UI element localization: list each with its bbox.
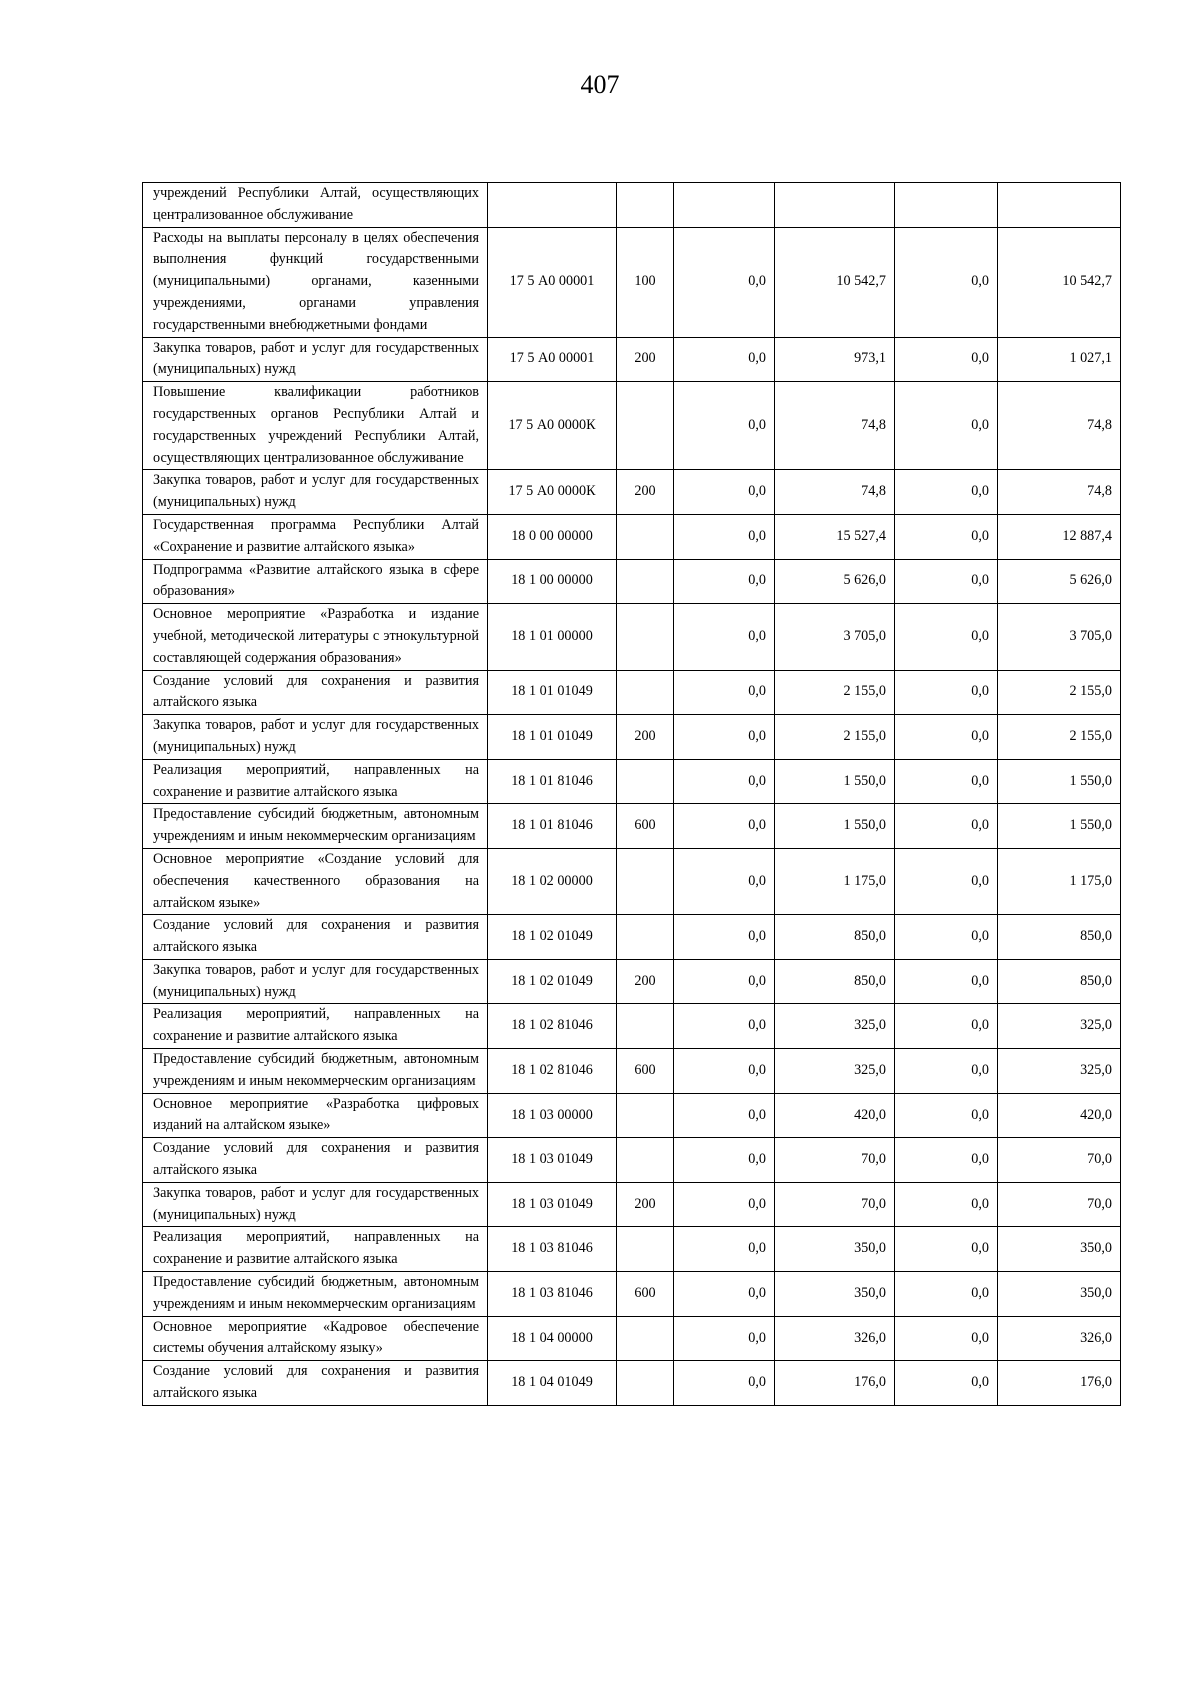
amount-cell-3: 0,0	[895, 382, 998, 470]
table-row	[143, 1138, 1121, 1183]
table-row	[143, 1049, 1121, 1094]
target-article-code-cell: 18 1 02 01049	[488, 915, 617, 960]
amount-cell-4: 850,0	[998, 959, 1121, 1004]
expense-type-code-cell	[617, 183, 674, 228]
table-row	[143, 715, 1121, 760]
amount-cell-1: 0,0	[674, 470, 775, 515]
table-row	[143, 514, 1121, 559]
amount-cell-2: 420,0	[775, 1093, 895, 1138]
expense-type-code-cell	[617, 1093, 674, 1138]
amount-cell-1: 0,0	[674, 382, 775, 470]
amount-cell-4: 2 155,0	[998, 670, 1121, 715]
expense-type-code-cell	[617, 915, 674, 960]
amount-cell-3: 0,0	[895, 514, 998, 559]
expense-type-code-cell	[617, 604, 674, 670]
target-article-code-cell: 17 5 А0 0000К	[488, 470, 617, 515]
amount-cell-3: 0,0	[895, 670, 998, 715]
amount-cell-4: 74,8	[998, 470, 1121, 515]
expense-type-code-cell	[617, 670, 674, 715]
amount-cell-1: 0,0	[674, 1272, 775, 1317]
amount-cell-3: 0,0	[895, 470, 998, 515]
expense-type-code-cell: 600	[617, 1049, 674, 1094]
target-article-code-cell: 18 1 02 81046	[488, 1004, 617, 1049]
amount-cell-1: 0,0	[674, 715, 775, 760]
amount-cell-2: 850,0	[775, 959, 895, 1004]
amount-cell-1: 0,0	[674, 759, 775, 804]
amount-cell-4: 12 887,4	[998, 514, 1121, 559]
amount-cell-1: 0,0	[674, 1182, 775, 1227]
amount-cell-2: 5 626,0	[775, 559, 895, 604]
amount-cell-4: 70,0	[998, 1138, 1121, 1183]
amount-cell-1: 0,0	[674, 1316, 775, 1361]
table-row	[143, 1227, 1121, 1272]
table-row	[143, 804, 1121, 849]
expense-type-code-cell	[617, 1361, 674, 1406]
expense-name-cell: Создание условий для сохранения и развития алтайского языка	[143, 1361, 488, 1406]
amount-cell-3: 0,0	[895, 759, 998, 804]
expense-type-code-cell	[617, 514, 674, 559]
amount-cell-1: 0,0	[674, 804, 775, 849]
expense-name-cell: Предоставление субсидий бюджетным, автономным учреждениям и иным некоммерческим организациям	[143, 1272, 488, 1317]
expense-name-cell: Закупка товаров, работ и услуг для государственных (муниципальных) нужд	[143, 1182, 488, 1227]
amount-cell-2: 350,0	[775, 1227, 895, 1272]
expense-type-code-cell	[617, 1316, 674, 1361]
expense-name-cell: Государственная программа Республики Алтай «Сохранение и развитие алтайского языка»	[143, 514, 488, 559]
amount-cell-2: 325,0	[775, 1004, 895, 1049]
amount-cell-4: 1 027,1	[998, 337, 1121, 382]
target-article-code-cell: 18 1 03 01049	[488, 1138, 617, 1183]
amount-cell-4: 176,0	[998, 1361, 1121, 1406]
amount-cell-1: 0,0	[674, 1004, 775, 1049]
table-row	[143, 759, 1121, 804]
amount-cell-1: 0,0	[674, 1093, 775, 1138]
target-article-code-cell: 18 1 01 81046	[488, 759, 617, 804]
target-article-code-cell: 17 5 А0 00001	[488, 337, 617, 382]
amount-cell-3	[895, 183, 998, 228]
expense-type-code-cell: 200	[617, 959, 674, 1004]
amount-cell-4: 1 550,0	[998, 759, 1121, 804]
expense-name-cell: Закупка товаров, работ и услуг для государственных (муниципальных) нужд	[143, 715, 488, 760]
target-article-code-cell	[488, 183, 617, 228]
expense-name-cell: Закупка товаров, работ и услуг для государственных (муниципальных) нужд	[143, 470, 488, 515]
amount-cell-2: 74,8	[775, 470, 895, 515]
target-article-code-cell: 18 1 03 81046	[488, 1272, 617, 1317]
table-row	[143, 1361, 1121, 1406]
amount-cell-4: 1 175,0	[998, 848, 1121, 914]
table-row	[143, 1272, 1121, 1317]
expense-name-cell: Создание условий для сохранения и развития алтайского языка	[143, 915, 488, 960]
expense-type-code-cell: 200	[617, 337, 674, 382]
table-row	[143, 1182, 1121, 1227]
amount-cell-2: 1 550,0	[775, 759, 895, 804]
expense-name-cell: Основное мероприятие «Разработка и издание учебной, методической литературы с этнокультурной составляющей содержания образования»	[143, 604, 488, 670]
budget-table	[142, 182, 1121, 1406]
table-row	[143, 670, 1121, 715]
expense-name-cell: Повышение квалификации работников государственных органов Республики Алтай и государственных учреждений Республики Алтай, осуществляющих централизованное обслуживание	[143, 382, 488, 470]
expense-type-code-cell: 200	[617, 1182, 674, 1227]
table-row	[143, 959, 1121, 1004]
target-article-code-cell: 18 1 02 00000	[488, 848, 617, 914]
amount-cell-1: 0,0	[674, 959, 775, 1004]
amount-cell-4: 350,0	[998, 1227, 1121, 1272]
amount-cell-2	[775, 183, 895, 228]
target-article-code-cell: 18 1 03 81046	[488, 1227, 617, 1272]
amount-cell-1: 0,0	[674, 337, 775, 382]
table-row	[143, 337, 1121, 382]
amount-cell-2: 973,1	[775, 337, 895, 382]
amount-cell-2: 1 550,0	[775, 804, 895, 849]
amount-cell-4: 70,0	[998, 1182, 1121, 1227]
target-article-code-cell: 18 1 04 01049	[488, 1361, 617, 1406]
amount-cell-2: 1 175,0	[775, 848, 895, 914]
table-row	[143, 227, 1121, 337]
expense-type-code-cell: 100	[617, 227, 674, 337]
expense-type-code-cell: 600	[617, 1272, 674, 1317]
amount-cell-1: 0,0	[674, 559, 775, 604]
amount-cell-3: 0,0	[895, 1227, 998, 1272]
target-article-code-cell: 18 1 03 01049	[488, 1182, 617, 1227]
amount-cell-3: 0,0	[895, 1138, 998, 1183]
amount-cell-3: 0,0	[895, 1272, 998, 1317]
table-row	[143, 1316, 1121, 1361]
target-article-code-cell: 18 1 01 01049	[488, 670, 617, 715]
amount-cell-4: 10 542,7	[998, 227, 1121, 337]
amount-cell-4: 325,0	[998, 1049, 1121, 1094]
amount-cell-4: 850,0	[998, 915, 1121, 960]
target-article-code-cell: 18 1 02 01049	[488, 959, 617, 1004]
amount-cell-1	[674, 183, 775, 228]
expense-name-cell: Закупка товаров, работ и услуг для государственных (муниципальных) нужд	[143, 337, 488, 382]
amount-cell-2: 10 542,7	[775, 227, 895, 337]
target-article-code-cell: 18 1 02 81046	[488, 1049, 617, 1094]
expense-type-code-cell: 200	[617, 470, 674, 515]
target-article-code-cell: 17 5 А0 00001	[488, 227, 617, 337]
amount-cell-4: 2 155,0	[998, 715, 1121, 760]
amount-cell-2: 326,0	[775, 1316, 895, 1361]
amount-cell-2: 850,0	[775, 915, 895, 960]
target-article-code-cell: 17 5 А0 0000К	[488, 382, 617, 470]
table-row	[143, 559, 1121, 604]
amount-cell-3: 0,0	[895, 227, 998, 337]
expense-type-code-cell	[617, 759, 674, 804]
amount-cell-3: 0,0	[895, 804, 998, 849]
target-article-code-cell: 18 1 04 00000	[488, 1316, 617, 1361]
expense-name-cell: Создание условий для сохранения и развития алтайского языка	[143, 670, 488, 715]
expense-type-code-cell	[617, 382, 674, 470]
target-article-code-cell: 18 1 03 00000	[488, 1093, 617, 1138]
page-number: 407	[580, 70, 620, 99]
amount-cell-4: 420,0	[998, 1093, 1121, 1138]
amount-cell-1: 0,0	[674, 670, 775, 715]
target-article-code-cell: 18 1 00 00000	[488, 559, 617, 604]
amount-cell-4: 325,0	[998, 1004, 1121, 1049]
amount-cell-3: 0,0	[895, 1004, 998, 1049]
expense-type-code-cell	[617, 1138, 674, 1183]
amount-cell-4	[998, 183, 1121, 228]
amount-cell-3: 0,0	[895, 1049, 998, 1094]
amount-cell-3: 0,0	[895, 1361, 998, 1406]
target-article-code-cell: 18 1 01 01049	[488, 715, 617, 760]
table-row	[143, 470, 1121, 515]
amount-cell-4: 350,0	[998, 1272, 1121, 1317]
expense-name-cell: Предоставление субсидий бюджетным, автономным учреждениям и иным некоммерческим организациям	[143, 1049, 488, 1094]
amount-cell-2: 350,0	[775, 1272, 895, 1317]
expense-type-code-cell: 200	[617, 715, 674, 760]
expense-name-cell: Расходы на выплаты персоналу в целях обеспечения выполнения функций государственными (муниципальными) органами, казенными учреждениями, органами управления государственными внебюджетными фондами	[143, 227, 488, 337]
expense-type-code-cell	[617, 559, 674, 604]
amount-cell-4: 326,0	[998, 1316, 1121, 1361]
expense-name-cell: учреждений Республики Алтай, осуществляющих централизованное обслуживание	[143, 183, 488, 228]
table-row	[143, 1004, 1121, 1049]
amount-cell-3: 0,0	[895, 848, 998, 914]
amount-cell-4: 74,8	[998, 382, 1121, 470]
target-article-code-cell: 18 1 01 00000	[488, 604, 617, 670]
expense-type-code-cell	[617, 848, 674, 914]
expense-name-cell: Основное мероприятие «Кадровое обеспечение системы обучения алтайскому языку»	[143, 1316, 488, 1361]
expense-name-cell: Подпрограмма «Развитие алтайского языка в сфере образования»	[143, 559, 488, 604]
amount-cell-1: 0,0	[674, 1361, 775, 1406]
target-article-code-cell: 18 0 00 00000	[488, 514, 617, 559]
expense-name-cell: Предоставление субсидий бюджетным, автономным учреждениям и иным некоммерческим организациям	[143, 804, 488, 849]
expense-type-code-cell: 600	[617, 804, 674, 849]
amount-cell-1: 0,0	[674, 915, 775, 960]
amount-cell-2: 70,0	[775, 1138, 895, 1183]
expense-name-cell: Реализация мероприятий, направленных на сохранение и развитие алтайского языка	[143, 759, 488, 804]
amount-cell-4: 3 705,0	[998, 604, 1121, 670]
expense-name-cell: Реализация мероприятий, направленных на сохранение и развитие алтайского языка	[143, 1004, 488, 1049]
target-article-code-cell: 18 1 01 81046	[488, 804, 617, 849]
amount-cell-1: 0,0	[674, 514, 775, 559]
table-row	[143, 183, 1121, 228]
expense-name-cell: Основное мероприятие «Разработка цифровых изданий на алтайском языке»	[143, 1093, 488, 1138]
amount-cell-1: 0,0	[674, 604, 775, 670]
amount-cell-2: 2 155,0	[775, 670, 895, 715]
amount-cell-1: 0,0	[674, 1138, 775, 1183]
amount-cell-3: 0,0	[895, 559, 998, 604]
amount-cell-3: 0,0	[895, 715, 998, 760]
amount-cell-2: 74,8	[775, 382, 895, 470]
amount-cell-1: 0,0	[674, 1049, 775, 1094]
table-row	[143, 604, 1121, 670]
amount-cell-3: 0,0	[895, 1182, 998, 1227]
expense-type-code-cell	[617, 1227, 674, 1272]
amount-cell-2: 70,0	[775, 1182, 895, 1227]
amount-cell-2: 3 705,0	[775, 604, 895, 670]
expense-name-cell: Закупка товаров, работ и услуг для государственных (муниципальных) нужд	[143, 959, 488, 1004]
amount-cell-1: 0,0	[674, 848, 775, 914]
amount-cell-1: 0,0	[674, 227, 775, 337]
expense-name-cell: Реализация мероприятий, направленных на сохранение и развитие алтайского языка	[143, 1227, 488, 1272]
amount-cell-2: 2 155,0	[775, 715, 895, 760]
amount-cell-2: 176,0	[775, 1361, 895, 1406]
amount-cell-2: 15 527,4	[775, 514, 895, 559]
table-row	[143, 382, 1121, 470]
amount-cell-1: 0,0	[674, 1227, 775, 1272]
amount-cell-3: 0,0	[895, 604, 998, 670]
expense-name-cell: Создание условий для сохранения и развития алтайского языка	[143, 1138, 488, 1183]
amount-cell-4: 1 550,0	[998, 804, 1121, 849]
amount-cell-3: 0,0	[895, 1316, 998, 1361]
amount-cell-2: 325,0	[775, 1049, 895, 1094]
expense-name-cell: Основное мероприятие «Создание условий для обеспечения качественного образования на алтайском языке»	[143, 848, 488, 914]
amount-cell-3: 0,0	[895, 1093, 998, 1138]
table-row	[143, 848, 1121, 914]
amount-cell-4: 5 626,0	[998, 559, 1121, 604]
expense-type-code-cell	[617, 1004, 674, 1049]
amount-cell-3: 0,0	[895, 915, 998, 960]
table-row	[143, 1093, 1121, 1138]
amount-cell-3: 0,0	[895, 337, 998, 382]
table-body	[143, 183, 1121, 1406]
amount-cell-3: 0,0	[895, 959, 998, 1004]
table-row	[143, 915, 1121, 960]
